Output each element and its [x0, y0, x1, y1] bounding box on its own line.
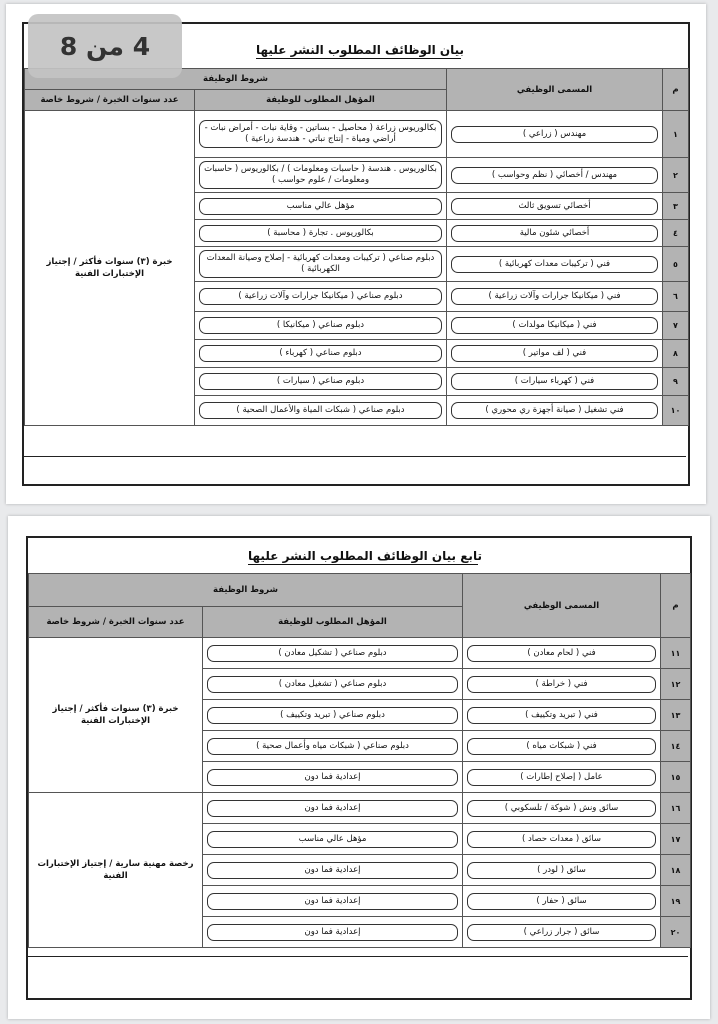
qualification: مؤهل عالي مناسب — [207, 831, 458, 848]
document-page-1 — [6, 4, 706, 504]
row-number: ٥ — [663, 247, 689, 282]
row-number: ١٣ — [661, 700, 691, 731]
qualification-cell — [195, 111, 447, 158]
header-experience: عدد سنوات الخبرة / شروط خاصة — [25, 90, 195, 111]
header-qualification: المؤهل المطلوب للوظيفة — [203, 607, 463, 638]
header-experience: عدد سنوات الخبرة / شروط خاصة — [29, 607, 203, 638]
row-number: ١ — [663, 111, 689, 158]
row-number: ١١ — [661, 638, 691, 669]
row-number: ٨ — [663, 340, 689, 368]
job-title: سائق ( جرار زراعي ) — [467, 924, 656, 941]
qualification: دبلوم صناعي ( شبكات مياه وأعمال صحية ) — [207, 738, 458, 755]
page-2-title: تابع بيان الوظائف المطلوب النشر عليها — [248, 549, 482, 563]
job-title: سائق ( لودر ) — [467, 862, 656, 879]
row-number: ١٦ — [661, 793, 691, 824]
qualification-cell — [203, 638, 463, 669]
job-title: مهندس ( زراعي ) — [451, 126, 658, 143]
qualification-cell — [195, 158, 447, 193]
qualification-cell — [195, 247, 447, 282]
qualification-cell — [195, 396, 447, 426]
job-title-cell — [447, 111, 663, 158]
qualification: دبلوم صناعي ( ميكانيكا جرارات وآلات زراعية ) — [199, 288, 442, 305]
job-title-cell — [463, 762, 661, 793]
page-count-text: 4 من 8 — [59, 31, 151, 61]
qualification-cell — [203, 886, 463, 917]
row-number: ٢ — [663, 158, 689, 193]
job-title-cell — [463, 855, 661, 886]
header-conditions: شروط الوظيفة — [25, 69, 447, 90]
job-title: فني ( خراطة ) — [467, 676, 656, 693]
row-number: ١٤ — [661, 731, 691, 762]
qualification: إعدادية فما دون — [207, 862, 458, 879]
job-title-cell — [447, 396, 663, 426]
row-number: ١٩ — [661, 886, 691, 917]
job-title: فني ( تركيبات معدات كهربائية ) — [451, 256, 658, 273]
qualification-cell — [195, 340, 447, 368]
qualification-cell — [203, 824, 463, 855]
job-title-cell — [447, 282, 663, 312]
page-2-jobs-table — [28, 573, 691, 948]
job-title-cell — [463, 669, 661, 700]
row-number: ٧ — [663, 312, 689, 340]
job-title-cell — [463, 793, 661, 824]
page-count-badge — [28, 14, 182, 78]
table-row — [29, 638, 691, 669]
qualification-cell — [195, 220, 447, 247]
row-number: ١٢ — [661, 669, 691, 700]
row-number: ١٨ — [661, 855, 691, 886]
table-row — [25, 111, 689, 158]
job-title: فني ( كهرباء سيارات ) — [451, 373, 658, 390]
qualification: دبلوم صناعي ( تشكيل معادن ) — [207, 645, 458, 662]
qualification: بكالوريوس زراعة ( محاصيل - بساتين - وقاية نبات - أمراض نبات - أراضي ومياة - إنتاج نباتي - هندسة زراعية ) — [199, 120, 442, 148]
job-title-cell — [463, 700, 661, 731]
experience-cell: خبرة (٣) سنوات فأكثر / إجتياز الإختبارات الفنية — [25, 111, 195, 426]
experience-cell: رخصة مهنية سارية / إجتياز الإختبارات الفنية — [29, 793, 203, 948]
header-num: م — [661, 574, 691, 638]
qualification-cell — [203, 917, 463, 948]
qualification: بكالوريوس . تجارة ( محاسبة ) — [199, 225, 442, 242]
job-title: فني ( تبريد وتكييف ) — [467, 707, 656, 724]
qualification-cell — [195, 282, 447, 312]
row-number: ٤ — [663, 220, 689, 247]
qualification-cell — [203, 669, 463, 700]
qualification-cell — [203, 855, 463, 886]
header-num: م — [663, 69, 689, 111]
job-title-cell — [447, 247, 663, 282]
header-conditions: شروط الوظيفة — [29, 574, 463, 607]
qualification: إعدادية فما دون — [207, 769, 458, 786]
qualification: دبلوم صناعي ( ميكانيكا ) — [199, 317, 442, 334]
job-title: سائق ونش ( شوكة / تلسكوبي ) — [467, 800, 656, 817]
job-title-cell — [447, 220, 663, 247]
row-number: ١٠ — [663, 396, 689, 426]
qualification: دبلوم صناعي ( كهرباء ) — [199, 345, 442, 362]
job-title-cell — [447, 193, 663, 220]
experience-cell: خبرة (٣) سنوات فأكثر / إجتياز الإختبارات الفنية — [29, 638, 203, 793]
document-page-2 — [8, 516, 710, 1019]
qualification-cell — [195, 368, 447, 396]
job-title: مهندس / أخصائي ( نظم وحواسب ) — [451, 167, 658, 184]
page-1-title: بيان الوظائف المطلوب النشر عليها — [256, 43, 465, 57]
job-title: فني ( شبكات مياه ) — [467, 738, 656, 755]
qualification: بكالوريوس . هندسة ( حاسبات ومعلومات ) / بكالوريوس ( حاسبات ومعلومات / علوم حواسب ) — [199, 161, 442, 189]
row-number: ٩ — [663, 368, 689, 396]
job-title-cell — [463, 886, 661, 917]
job-title-cell — [447, 158, 663, 193]
job-title-cell — [463, 917, 661, 948]
qualification-cell — [203, 700, 463, 731]
job-title-cell — [447, 340, 663, 368]
qualification: مؤهل عالي مناسب — [199, 198, 442, 215]
row-number: ١٧ — [661, 824, 691, 855]
header-job-title: المسمى الوظيفي — [447, 69, 663, 111]
qualification: إعدادية فما دون — [207, 800, 458, 817]
job-title: فني تشغيل ( صيانة أجهزة ري محوري ) — [451, 402, 658, 419]
qualification: دبلوم صناعي ( تشغيل معادن ) — [207, 676, 458, 693]
job-title: أخصائي شئون مالية — [451, 225, 658, 242]
page-1-footer-line — [24, 456, 686, 457]
qualification: دبلوم صناعي ( تبريد وتكييف ) — [207, 707, 458, 724]
job-title: سائق ( معدات حصاد ) — [467, 831, 656, 848]
qualification: دبلوم صناعي ( سيارات ) — [199, 373, 442, 390]
header-job-title: المسمى الوظيفي — [463, 574, 661, 638]
job-title-cell — [447, 368, 663, 396]
qualification: إعدادية فما دون — [207, 924, 458, 941]
job-title-cell — [463, 731, 661, 762]
header-qualification: المؤهل المطلوب للوظيفة — [195, 90, 447, 111]
job-title: أخصائي تسويق ثالث — [451, 198, 658, 215]
job-title: فني ( لف مواتير ) — [451, 345, 658, 362]
qualification-cell — [203, 762, 463, 793]
qualification-cell — [195, 193, 447, 220]
qualification-cell — [203, 731, 463, 762]
qualification: إعدادية فما دون — [207, 893, 458, 910]
job-title: فني ( ميكانيكا مولدات ) — [451, 317, 658, 334]
page-2-footer-line — [28, 956, 688, 957]
job-title-cell — [463, 824, 661, 855]
job-title: فني ( لحام معادن ) — [467, 645, 656, 662]
qualification: دبلوم صناعي ( شبكات المياة والأعمال الصحية ) — [199, 402, 442, 419]
row-number: ٢٠ — [661, 917, 691, 948]
job-title: عامل ( إصلاح إطارات ) — [467, 769, 656, 786]
row-number: ٦ — [663, 282, 689, 312]
job-title-cell — [447, 312, 663, 340]
row-number: ٣ — [663, 193, 689, 220]
qualification-cell — [203, 793, 463, 824]
page-1-jobs-table — [24, 68, 689, 426]
table-row — [29, 793, 691, 824]
job-title-cell — [463, 638, 661, 669]
qualification-cell — [195, 312, 447, 340]
qualification: دبلوم صناعي ( تركيبات ومعدات كهربائية - إصلاح وصيانة المعدات الكهربائية ) — [199, 250, 442, 278]
row-number: ١٥ — [661, 762, 691, 793]
job-title: فني ( ميكانيكا جرارات وآلات زراعية ) — [451, 288, 658, 305]
job-title: سائق ( حفار ) — [467, 893, 656, 910]
